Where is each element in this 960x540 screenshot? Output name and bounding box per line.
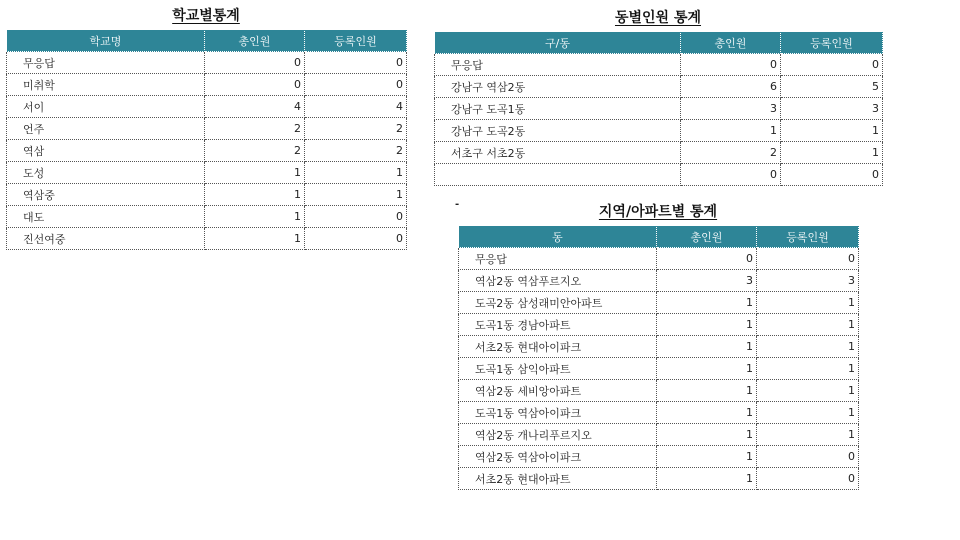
table-row: [435, 164, 883, 186]
table-header-row: [435, 32, 883, 54]
row-label-cell[interactable]: 역삼2동 역삼푸르지오: [459, 270, 657, 292]
table-row: [459, 314, 859, 336]
registered-count-cell[interactable]: 1: [757, 424, 859, 446]
column-header[interactable]: 등록인원: [781, 32, 883, 54]
total-count-cell[interactable]: 1: [205, 162, 305, 184]
school-stats-body: [7, 52, 407, 250]
total-count-cell[interactable]: 0: [205, 52, 305, 74]
total-count-cell[interactable]: 1: [657, 446, 757, 468]
table-row: [459, 248, 859, 270]
registered-count-cell[interactable]: 0: [305, 74, 407, 96]
row-label-cell[interactable]: 역삼: [7, 140, 205, 162]
total-count-cell[interactable]: 3: [657, 270, 757, 292]
row-label-cell[interactable]: 도곡1동 경남아파트: [459, 314, 657, 336]
registered-count-cell[interactable]: 1: [757, 292, 859, 314]
registered-count-cell[interactable]: 1: [305, 162, 407, 184]
table-row: [459, 358, 859, 380]
total-count-cell[interactable]: 6: [681, 76, 781, 98]
registered-count-cell[interactable]: 2: [305, 118, 407, 140]
row-label-cell[interactable]: 역삼2동 개나리푸르지오: [459, 424, 657, 446]
row-label-cell[interactable]: 도곡1동 삼익아파트: [459, 358, 657, 380]
registered-count-cell[interactable]: 0: [757, 446, 859, 468]
dong-stats-block: [434, 8, 882, 186]
table-row: [7, 140, 407, 162]
total-count-cell[interactable]: 0: [681, 54, 781, 76]
row-label-cell[interactable]: 진선여중: [7, 228, 205, 250]
table-row: [459, 402, 859, 424]
total-count-cell[interactable]: 4: [205, 96, 305, 118]
row-label-cell[interactable]: [435, 164, 681, 186]
row-label-cell[interactable]: 무응답: [435, 54, 681, 76]
total-count-cell[interactable]: 1: [657, 358, 757, 380]
table-row: [459, 380, 859, 402]
table-row: [435, 120, 883, 142]
total-count-cell[interactable]: 1: [657, 336, 757, 358]
row-label-cell[interactable]: 도곡2동 삼성래미안아파트: [459, 292, 657, 314]
registered-count-cell[interactable]: 1: [757, 358, 859, 380]
registered-count-cell[interactable]: 0: [781, 164, 883, 186]
total-count-cell[interactable]: 3: [681, 98, 781, 120]
registered-count-cell[interactable]: 5: [781, 76, 883, 98]
total-count-cell[interactable]: 1: [205, 206, 305, 228]
table-row: [7, 118, 407, 140]
row-label-cell[interactable]: 서초2동 현대아이파크: [459, 336, 657, 358]
table-row: [459, 292, 859, 314]
column-header[interactable]: 총인원: [657, 226, 757, 248]
registered-count-cell[interactable]: 0: [305, 228, 407, 250]
total-count-cell[interactable]: 2: [205, 140, 305, 162]
column-header[interactable]: 등록인원: [757, 226, 859, 248]
table-row: [7, 52, 407, 74]
table-row: [435, 142, 883, 164]
row-label-cell[interactable]: 강남구 도곡1동: [435, 98, 681, 120]
registered-count-cell[interactable]: 2: [305, 140, 407, 162]
table-header-row: [459, 226, 859, 248]
dong-stats-title: 동별인원 통계: [614, 10, 702, 26]
total-count-cell[interactable]: 1: [657, 292, 757, 314]
total-count-cell[interactable]: 1: [657, 468, 757, 490]
table-row: [7, 206, 407, 228]
registered-count-cell[interactable]: 1: [757, 314, 859, 336]
total-count-cell[interactable]: 1: [205, 184, 305, 206]
registered-count-cell[interactable]: 0: [781, 54, 883, 76]
total-count-cell[interactable]: 1: [657, 380, 757, 402]
row-label-cell[interactable]: 서이: [7, 96, 205, 118]
school-stats-block: [6, 6, 406, 250]
total-count-cell[interactable]: 1: [657, 402, 757, 424]
row-label-cell[interactable]: 대도: [7, 206, 205, 228]
apt-stats-title: 지역/아파트별 통계: [598, 204, 718, 220]
row-label-cell[interactable]: 서초구 서초2동: [435, 142, 681, 164]
row-label-cell[interactable]: 무응답: [459, 248, 657, 270]
table-row: [7, 162, 407, 184]
total-count-cell[interactable]: 0: [657, 248, 757, 270]
table-header-row: [7, 30, 407, 52]
registered-count-cell[interactable]: 0: [305, 52, 407, 74]
total-count-cell[interactable]: 0: [681, 164, 781, 186]
table-row: [7, 184, 407, 206]
registered-count-cell[interactable]: 0: [757, 468, 859, 490]
apt-stats-table: [458, 225, 859, 490]
table-row: [459, 424, 859, 446]
table-row: [459, 270, 859, 292]
registered-count-cell[interactable]: 0: [305, 206, 407, 228]
row-label-cell[interactable]: 강남구 역삼2동: [435, 76, 681, 98]
row-label-cell[interactable]: 언주: [7, 118, 205, 140]
table-row: [435, 76, 883, 98]
column-header[interactable]: 총인원: [681, 32, 781, 54]
total-count-cell[interactable]: 0: [205, 74, 305, 96]
row-label-cell[interactable]: 도성: [7, 162, 205, 184]
registered-count-cell[interactable]: 1: [781, 120, 883, 142]
total-count-cell[interactable]: 1: [657, 424, 757, 446]
dash-mark: -: [455, 199, 460, 210]
column-header[interactable]: 학교명: [7, 30, 205, 52]
column-header[interactable]: 총인원: [205, 30, 305, 52]
registered-count-cell[interactable]: 1: [757, 402, 859, 424]
registered-count-cell[interactable]: 3: [757, 270, 859, 292]
apt-stats-block: [458, 202, 858, 490]
total-count-cell[interactable]: 2: [205, 118, 305, 140]
row-label-cell[interactable]: 역삼2동 역삼아이파크: [459, 446, 657, 468]
apt-stats-body: [459, 248, 859, 490]
row-label-cell[interactable]: 도곡1동 역삼아이파크: [459, 402, 657, 424]
row-label-cell[interactable]: 강남구 도곡2동: [435, 120, 681, 142]
registered-count-cell[interactable]: 3: [781, 98, 883, 120]
table-row: [459, 336, 859, 358]
row-label-cell[interactable]: 역삼중: [7, 184, 205, 206]
row-label-cell[interactable]: 역삼2동 세비앙아파트: [459, 380, 657, 402]
registered-count-cell[interactable]: 4: [305, 96, 407, 118]
registered-count-cell[interactable]: 1: [305, 184, 407, 206]
column-header[interactable]: 구/동: [435, 32, 681, 54]
table-row: [459, 468, 859, 490]
total-count-cell[interactable]: 1: [657, 314, 757, 336]
total-count-cell[interactable]: 2: [681, 142, 781, 164]
registered-count-cell[interactable]: 0: [757, 248, 859, 270]
registered-count-cell[interactable]: 1: [757, 380, 859, 402]
row-label-cell[interactable]: 서초2동 현대아파트: [459, 468, 657, 490]
school-stats-table: [6, 29, 407, 250]
table-row: [7, 74, 407, 96]
column-header[interactable]: 등록인원: [305, 30, 407, 52]
column-header[interactable]: 동: [459, 226, 657, 248]
dong-stats-table: [434, 31, 883, 186]
registered-count-cell[interactable]: 1: [781, 142, 883, 164]
table-row: [435, 98, 883, 120]
table-row: [435, 54, 883, 76]
row-label-cell[interactable]: 미취학: [7, 74, 205, 96]
school-stats-title: 학교별통계: [172, 8, 240, 24]
total-count-cell[interactable]: 1: [205, 228, 305, 250]
row-label-cell[interactable]: 무응답: [7, 52, 205, 74]
table-row: [7, 228, 407, 250]
dong-stats-body: [435, 54, 883, 186]
table-row: [7, 96, 407, 118]
registered-count-cell[interactable]: 1: [757, 336, 859, 358]
total-count-cell[interactable]: 1: [681, 120, 781, 142]
table-row: [459, 446, 859, 468]
